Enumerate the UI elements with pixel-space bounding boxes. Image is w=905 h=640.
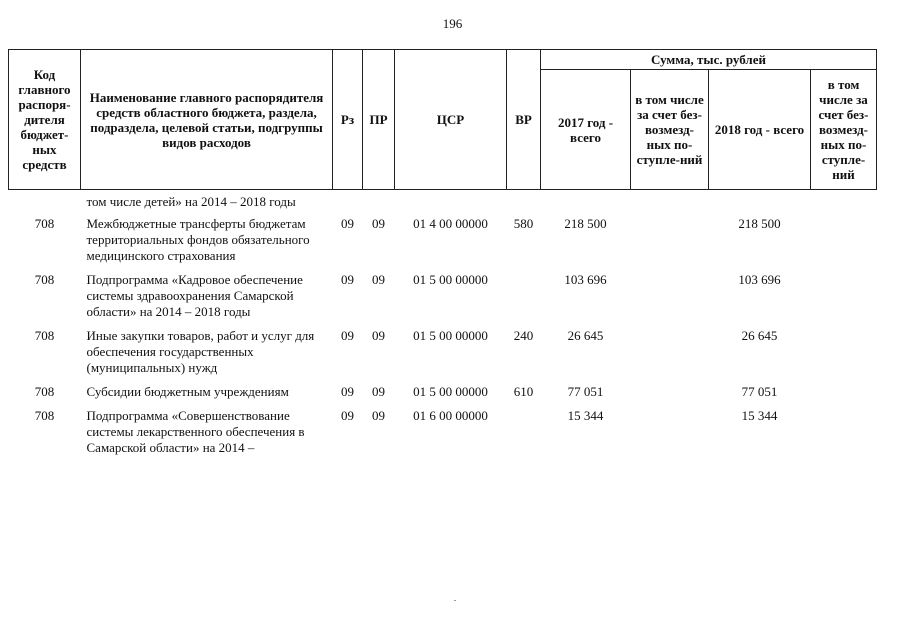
cell-vr [507,404,541,460]
cell-name: Иные закупки товаров, работ и услуг для обеспечения государственных (муниципальных) нужд [86,328,315,375]
cell-sum-2018: 77 051 [741,384,778,399]
cell-grants-2018 [811,212,877,268]
cell-rz: 09 [341,328,354,343]
cell-code: 708 [34,272,55,287]
cell-csr: 01 4 00 00000 [413,216,488,231]
table-header [9,50,877,190]
cell-pr: 09 [372,408,385,423]
table-body [9,190,877,461]
cell-grants-2017 [631,404,709,460]
cell-grants-2017 [631,212,709,268]
table-row [9,268,877,324]
table-row [9,212,877,268]
cell-code: 708 [34,384,55,399]
table-row [9,324,877,380]
cell-sum-2017: 15 344 [567,408,604,423]
cell-grants-2017 [631,324,709,380]
cell-rz: 09 [341,272,354,287]
cell-vr [507,268,541,324]
cell-pr: 09 [372,216,385,231]
header-2017-grants: в том числе за счет без-возмезд-ных по-ступле-ний [631,70,709,190]
header-vr: ВР [507,50,541,190]
page-number: 196 [442,16,463,31]
cell-code: 708 [34,408,55,423]
cell-name: Подпрограмма «Совершенствование системы лекарственного обеспечения в Самарской области» на 2014 – [86,408,305,455]
header-2017-total: 2017 год - всего [541,70,631,190]
cell-rz: 09 [341,216,354,231]
cell-name: Подпрограмма «Кадровое обеспечение системы здравоохранения Самарской области» на 2014 – 2018 годы [86,272,303,319]
header-pr: ПР [363,50,395,190]
scan-speck [454,600,456,601]
header-2018-total: 2018 год - всего [709,70,811,190]
cell-sum-2017: 26 645 [567,328,604,343]
header-csr: ЦСР [395,50,507,190]
cell-sum-2018: 26 645 [741,328,778,343]
cell-vr: 580 [513,216,534,231]
cell-pr: 09 [372,384,385,399]
cell-rz: 09 [341,408,354,423]
cell-rz: 09 [341,384,354,399]
cell-csr: 01 6 00 00000 [413,408,488,423]
table-row [9,404,877,460]
cell-sum-2017: 77 051 [567,384,604,399]
cell-grants-2017 [631,268,709,324]
header-2018-grants: в том числе за счет без-возмезд-ных по-ступле-ний [811,70,877,190]
cell-csr: 01 5 00 00000 [413,384,488,399]
budget-table [8,49,877,460]
table-row-continuation [9,190,877,213]
cell-grants-2018 [811,404,877,460]
cell-code: 708 [34,216,55,231]
cell-csr: 01 5 00 00000 [413,328,488,343]
cell-csr: 01 5 00 00000 [413,272,488,287]
cell-grants-2017 [631,380,709,404]
cell-sum-2018: 218 500 [738,216,781,231]
cell-grants-2018 [811,380,877,404]
cell-grants-2018 [811,268,877,324]
cell-pr: 09 [372,272,385,287]
cell-sum-2017: 218 500 [564,216,607,231]
cell-name: Субсидии бюджетным учреждениям [86,384,289,399]
cell-name: Межбюджетные трансферты бюджетам территориальных фондов обязательного медицинского страхования [86,216,310,263]
continuation-text: том числе детей» на 2014 – 2018 годы [86,194,296,209]
header-sum: Сумма, тыс. рублей [541,50,877,70]
cell-pr: 09 [372,328,385,343]
header-code: Код главного распоря-дителя бюджет-ных средств [9,50,81,190]
cell-vr: 240 [513,328,534,343]
cell-code: 708 [34,328,55,343]
header-rz: Рз [333,50,363,190]
cell-sum-2017: 103 696 [564,272,607,287]
cell-sum-2018: 15 344 [741,408,778,423]
cell-grants-2018 [811,324,877,380]
cell-sum-2018: 103 696 [738,272,781,287]
table-row [9,380,877,404]
header-name: Наименование главного распорядителя средств областного бюджета, раздела, подраздела, целевой статьи, подгруппы видов расходов [81,50,333,190]
cell-vr: 610 [513,384,534,399]
